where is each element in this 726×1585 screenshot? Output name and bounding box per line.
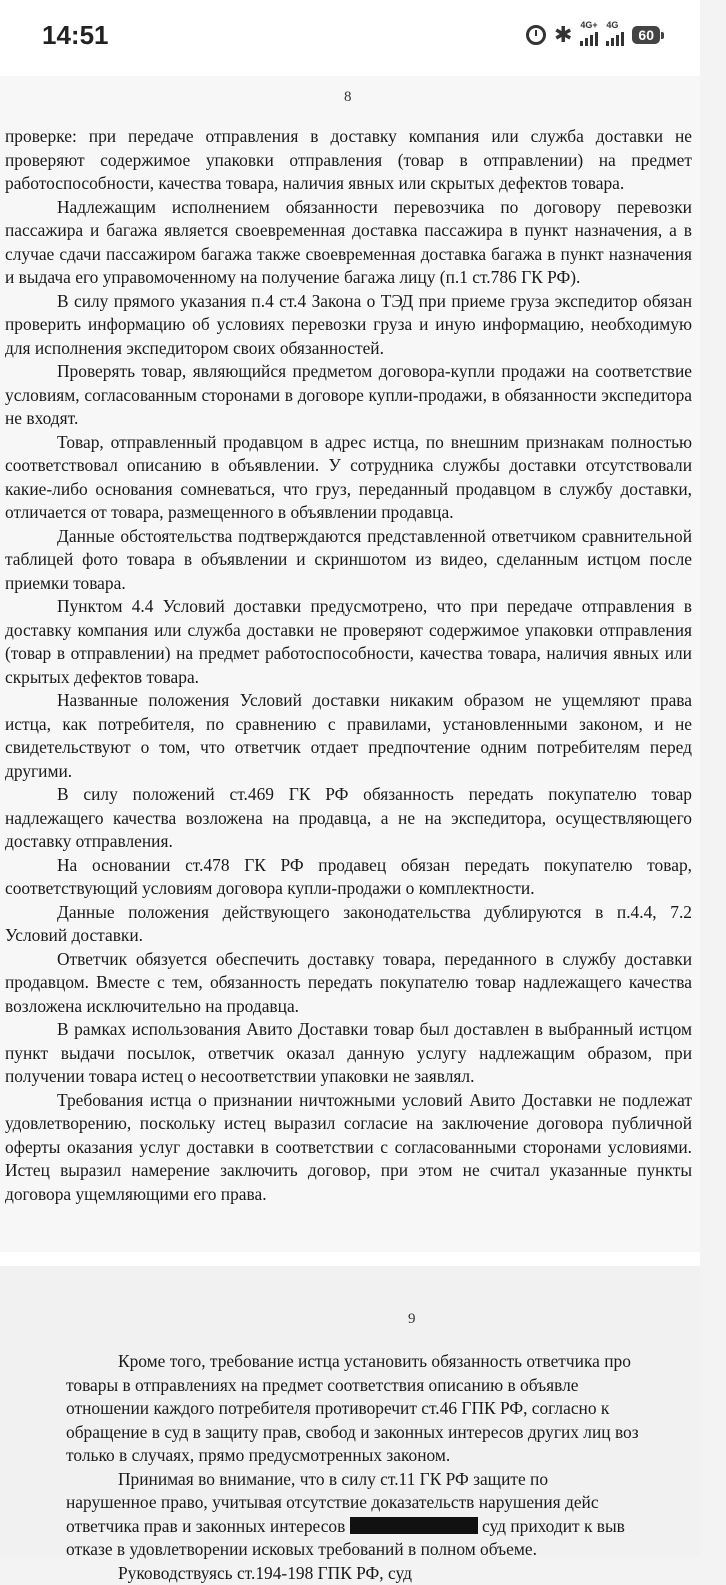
signal-label: 4G+ <box>580 20 597 30</box>
paragraph: На основании ст.478 ГК РФ продавец обязан передать покупателю товар, соответствующий условиям договора купли-продажи о комплектности. <box>5 854 692 901</box>
page-separator <box>0 1252 700 1266</box>
page-body <box>5 125 692 1206</box>
text-fragment: суд приходит к выв <box>482 1516 625 1536</box>
battery-icon: 60 <box>632 26 660 44</box>
paragraph: Данные обстоятельства подтверждаются представленной ответчиком сравнительной таблицей фото товара в объявлении и скриншотом из видео, сделанным истцом после приемки товара. <box>5 525 692 596</box>
text-line: Кроме того, требование истца установить обязанность ответчика про <box>66 1350 726 1374</box>
paragraph: В силу прямого указания п.4 ст.4 Закона о ТЭД при приеме груза экспедитор обязан проверить информацию об условиях перевозки груза и иную информацию, необходимую для исполнения экспедитором своих обязанностей. <box>5 290 692 361</box>
paragraph: проверке: при передаче отправления в доставку компания или служба доставки не проверяют содержимое упаковки отправления (товар в отправлении) на предмет работоспособности, качества товара, наличия явных или скрытых дефектов товара. <box>5 125 692 196</box>
status-icons <box>526 24 660 46</box>
redaction-block <box>350 1517 478 1534</box>
document-page-9[interactable] <box>0 1266 700 1556</box>
paragraph: В силу положений ст.469 ГК РФ обязанность передать покупателю товар надлежащего качества возложена на продавца, а не на экспедитора, осуществляющего доставку отправления. <box>5 783 692 854</box>
paragraph: Проверять товар, являющийся предметом договора-купли продажи на соответствие условиям, согласованным сторонами в договоре купли-продажи, в обязанности экспедитора не входят. <box>5 360 692 431</box>
text-line: отношении каждого потребителя противоречит ст.46 ГПК РФ, согласно к <box>66 1397 726 1421</box>
alarm-icon <box>526 25 546 45</box>
signal-label: 4G <box>606 20 618 30</box>
text-fragment: ответчика прав и законных интересов <box>66 1516 345 1536</box>
page-body <box>66 1350 726 1585</box>
paragraph: В рамках использования Авито Доставки товар был доставлен в выбранный истцом пункт выдачи посылок, ответчик оказал данную услугу надлежащим образом, при получении товара истец о несоответствии упаковки не заявлял. <box>5 1018 692 1089</box>
paragraph: Товар, отправленный продавцом в адрес истца, по внешним признакам полностью соответствовал описанию в объявлении. У сотрудника службы доставки отсутствовали какие-либо основания сомневаться, что груз, переданный продавцом в службу доставки, отличается от товара, размещенного в объявлении продавца. <box>5 431 692 525</box>
text-line: товары в отправлениях на предмет соответствия описанию в объявле <box>66 1374 726 1398</box>
page-number: 8 <box>344 89 352 106</box>
text-line: Руководствуясь ст.194-198 ГПК РФ, суд <box>66 1562 726 1585</box>
page-number: 9 <box>408 1311 416 1328</box>
paragraph: Надлежащим исполнением обязанности перевозчика по договору перевозки пассажира и багажа является своевременная доставка пассажира в пункт назначения, а в случае сдачи пассажиром багажа также своевременная доставка багажа в пункт назначения и выдача его управомоченному на получение багажа лицу (п.1 ст.786 ГК РФ). <box>5 196 692 290</box>
status-bar <box>0 0 700 76</box>
paragraph: Ответчик обязуется обеспечить доставку товара, переданного в службу доставки продавцом. Вместе с тем, обязанность передать покупателю товар надлежащего качества возложена исключительно на продавца. <box>5 948 692 1019</box>
text-line: только в случаях, прямо предусмотренных законом. <box>66 1444 726 1468</box>
paragraph: Названные положения Условий доставки никаким образом не ущемляют права истца, как потребителя, по сравнению с правилами, установленными законом, и не свидетельствуют о том, что ответчик отдает предпочтение одним потребителям перед другими. <box>5 689 692 783</box>
signal-icon <box>606 24 624 46</box>
document-page-8[interactable] <box>0 76 700 1252</box>
paragraph: Пунктом 4.4 Условий доставки предусмотрено, что при передаче отправления в доставку компания или служба доставки не проверяют содержимое упаковки отправления (товар в отправлении) на предмет работоспособности, качества товара, наличия явных или скрытых дефектов товара. <box>5 595 692 689</box>
paragraph: Требования истца о признании ничтожными условий Авито Доставки не подлежат удовлетворению, поскольку истец выразил согласие на заключение договора публичной оферты оказания услуг доставки в соответствии с согласованными сторонами условиями. Истец выразил намерение заключить договор, при этом не считал указанные пункты договора ущемляющими его права. <box>5 1089 692 1207</box>
text-line <box>66 1515 726 1539</box>
text-line: Принимая во внимание, что в силу ст.11 ГК РФ защите по <box>66 1468 726 1492</box>
text-line: обращение в суд в защиту прав, свобод и законных интересов других лиц воз <box>66 1421 726 1445</box>
text-line: нарушенное право, учитывая отсутствие доказательств нарушения дейс <box>66 1491 726 1515</box>
signal-icon <box>580 24 598 46</box>
text-line: отказе в удовлетворении исковых требований в полном объеме. <box>66 1538 726 1562</box>
status-time: 14:51 <box>42 20 109 51</box>
paragraph: Данные положения действующего законодательства дублируются в п.4.4, 7.2 Условий доставки. <box>5 901 692 948</box>
bluetooth-icon: ✱ <box>554 25 572 45</box>
